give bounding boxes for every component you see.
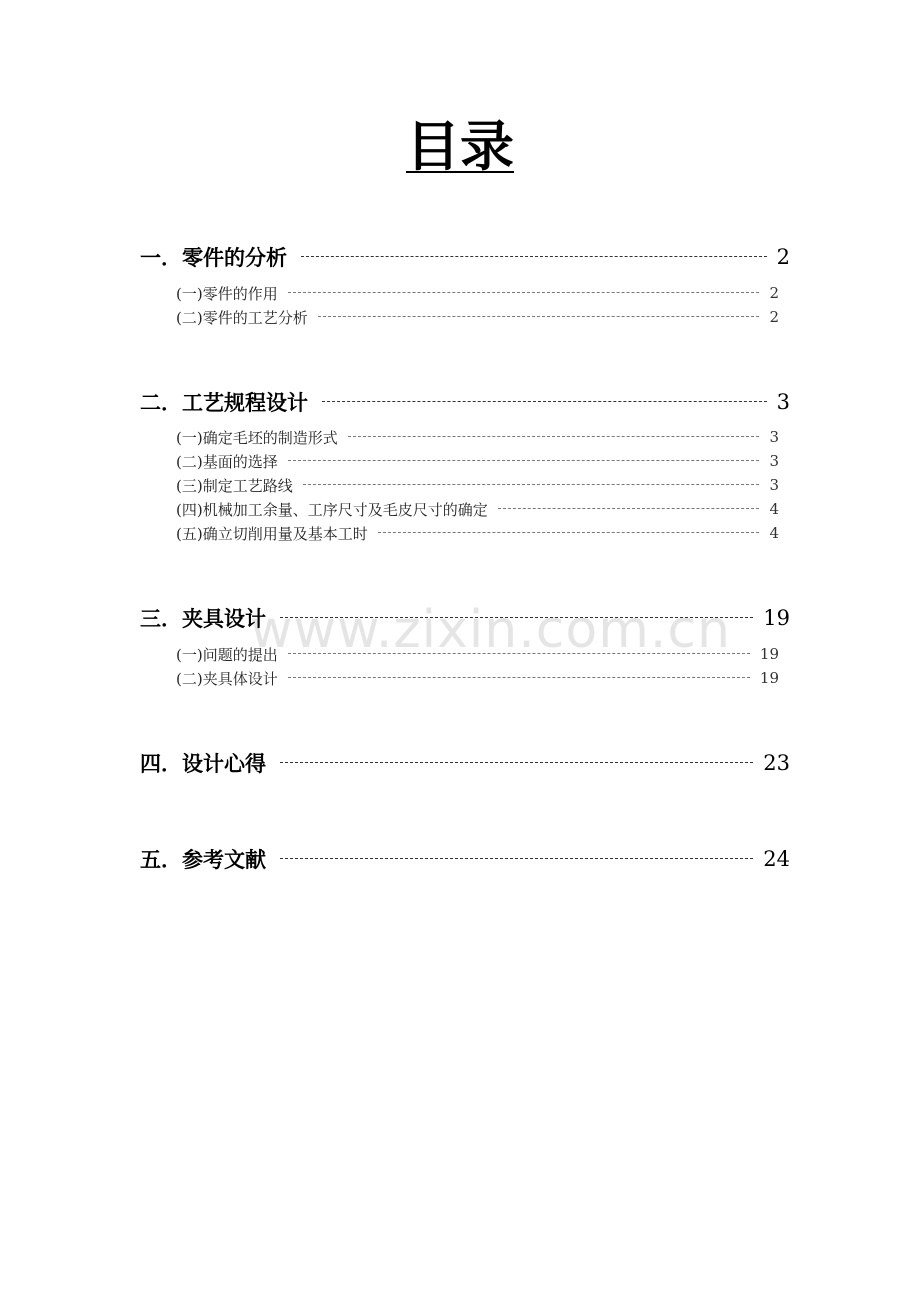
toc-entry-page: 2 — [776, 245, 790, 269]
toc-title — [0, 112, 920, 182]
toc-entry-label: 二．工艺规程设计 — [140, 391, 308, 415]
toc-entry-page: 3 — [776, 390, 790, 414]
toc-subentry-2-5[interactable] — [176, 522, 779, 544]
dot-leader — [288, 653, 750, 656]
toc-subentry-3-1[interactable] — [176, 643, 779, 665]
toc-subentry-2-3[interactable] — [176, 474, 779, 496]
dot-leader — [288, 460, 760, 463]
toc-entry-section-2[interactable] — [140, 387, 790, 417]
toc-subentry-3-2[interactable] — [176, 667, 779, 689]
toc-subentry-1-1[interactable] — [176, 282, 779, 304]
toc-entry-section-1[interactable] — [140, 242, 790, 272]
toc-entry-page: 19 — [763, 606, 790, 630]
dot-leader — [280, 858, 753, 861]
toc-entry-page: 24 — [763, 847, 790, 871]
toc-subentry-page: 19 — [759, 669, 779, 687]
toc-subentry-page: 2 — [769, 308, 779, 326]
toc-subentry-1-2[interactable] — [176, 306, 779, 328]
dot-leader — [498, 508, 760, 511]
toc-subentry-2-4[interactable] — [176, 498, 779, 520]
dot-leader — [303, 484, 760, 487]
dot-leader — [378, 532, 760, 535]
toc-subentry-2-1[interactable] — [176, 426, 779, 448]
toc-subentry-page: 4 — [769, 524, 779, 542]
dot-leader — [280, 762, 753, 765]
dot-leader — [322, 401, 767, 404]
toc-entry-section-4[interactable] — [140, 748, 790, 778]
toc-subentry-page: 3 — [769, 476, 779, 494]
toc-subentry-page: 4 — [769, 500, 779, 518]
dot-leader — [288, 292, 760, 295]
toc-entry-label: 三．夹具设计 — [140, 607, 266, 631]
toc-subentry-label: (二)夹具体设计 — [176, 669, 278, 688]
toc-title-text: 目录 — [406, 115, 514, 178]
toc-subentry-page: 3 — [769, 452, 779, 470]
toc-entry-label: 五．参考文献 — [140, 848, 266, 872]
toc-subentry-page: 2 — [769, 284, 779, 302]
toc-entry-section-3[interactable] — [140, 603, 790, 633]
toc-subentry-label: (一)零件的作用 — [176, 284, 278, 303]
toc-subentry-label: (一)确定毛坯的制造形式 — [176, 428, 338, 447]
toc-subentry-label: (一)问题的提出 — [176, 645, 278, 664]
toc-subentry-page: 19 — [759, 645, 779, 663]
toc-subentry-label: (三)制定工艺路线 — [176, 476, 293, 495]
toc-entry-label: 一．零件的分析 — [140, 246, 287, 270]
dot-leader — [288, 677, 750, 680]
toc-subentry-2-2[interactable] — [176, 450, 779, 472]
toc-entry-section-5[interactable] — [140, 844, 790, 874]
toc-subentry-label: (二)基面的选择 — [176, 452, 278, 471]
dot-leader — [280, 617, 753, 620]
toc-entry-label: 四．设计心得 — [140, 752, 266, 776]
toc-subentry-label: (四)机械加工余量、工序尺寸及毛皮尺寸的确定 — [176, 500, 488, 519]
dot-leader — [348, 436, 760, 439]
toc-entry-page: 23 — [763, 751, 790, 775]
toc-subentry-label: (二)零件的工艺分析 — [176, 308, 308, 327]
toc-subentry-label: (五)确立切削用量及基本工时 — [176, 524, 368, 543]
watermark: www.zixin.com.cn — [250, 600, 731, 660]
dot-leader — [318, 316, 760, 319]
dot-leader — [301, 256, 767, 259]
toc-subentry-page: 3 — [769, 428, 779, 446]
